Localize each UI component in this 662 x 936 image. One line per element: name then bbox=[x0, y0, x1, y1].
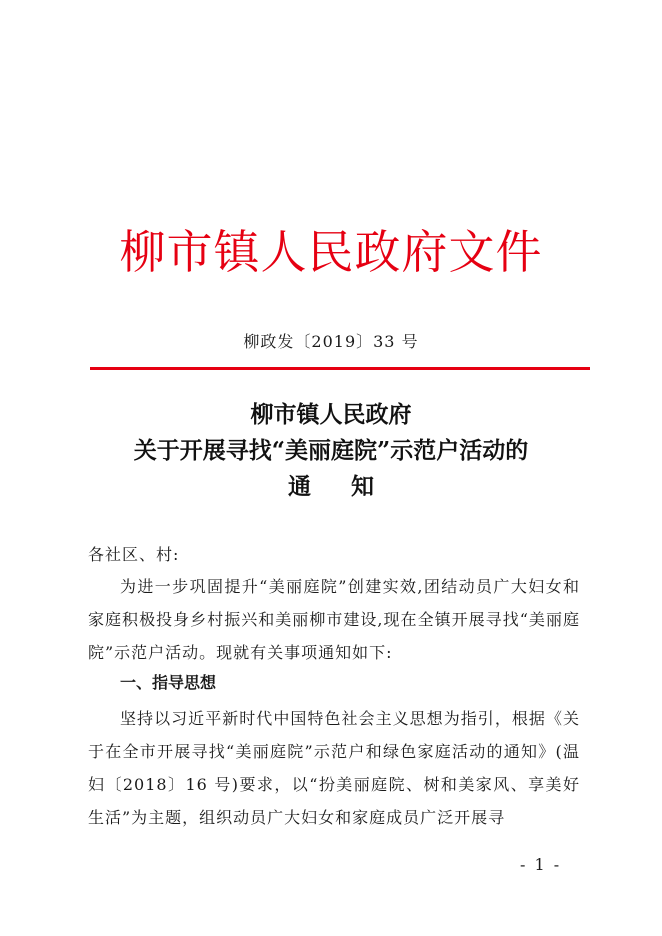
guiding-ideology-paragraph: 坚持以习近平新时代中国特色社会主义思想为指引，根据《关于在全市开展寻找“美丽庭院”示范户和绿色家庭活动的通知》(温妇〔2018〕16 号)要求，以“扮美丽庭院、树和美家风、享美好生活”为主题，组织动员广大妇女和家庭成员广泛开展寻 bbox=[88, 709, 580, 827]
notice-title-char-2: 知 bbox=[351, 473, 374, 500]
page-number: - 1 - bbox=[520, 855, 562, 874]
section-heading-guiding-ideology: 一、指导思想 bbox=[120, 673, 217, 692]
red-divider-line bbox=[90, 367, 590, 370]
notice-title-char-1: 通 bbox=[288, 473, 311, 500]
salutation: 各社区、村: bbox=[88, 545, 180, 564]
notice-title-line-1: 柳市镇人民政府 bbox=[250, 401, 412, 428]
document-number: 柳政发〔2019〕33 号 bbox=[243, 332, 419, 351]
notice-title-line-2: 关于开展寻找“美丽庭院”示范户活动的 bbox=[133, 437, 529, 464]
notice-title-line-3 bbox=[0, 471, 662, 503]
masthead-title: 柳市镇人民政府文件 bbox=[119, 225, 543, 279]
intro-paragraph: 为进一步巩固提升“美丽庭院”创建实效,团结动员广大妇女和家庭积极投身乡村振兴和美丽柳市建设,现在全镇开展寻找“美丽庭院”示范户活动。现就有关事项通知如下: bbox=[88, 577, 580, 662]
